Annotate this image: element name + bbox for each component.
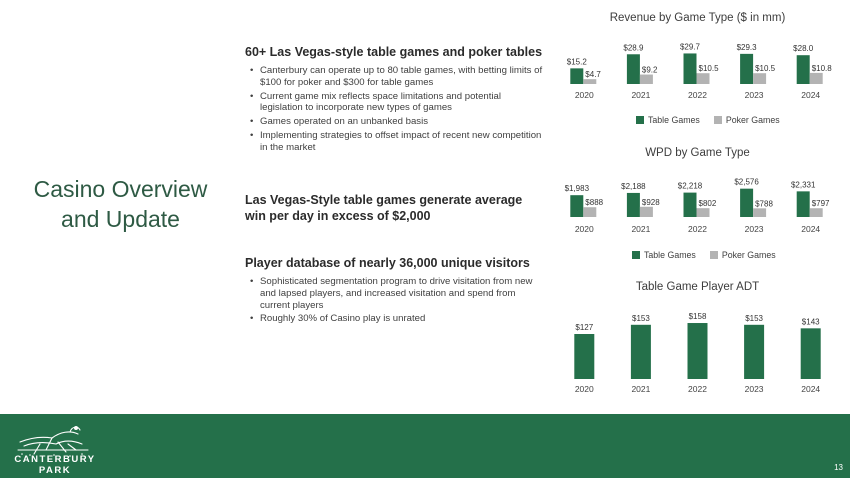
bar — [753, 73, 766, 84]
data-label: $928 — [641, 197, 660, 207]
section-player-database — [245, 255, 545, 327]
x-tick-label: 2020 — [574, 384, 594, 394]
x-tick-label: 2022 — [688, 90, 707, 100]
section-heading: Player database of nearly 36,000 unique visitors — [245, 256, 530, 270]
bar — [797, 191, 810, 217]
x-tick-label: 2020 — [574, 90, 594, 100]
data-label: $802 — [698, 199, 717, 209]
bullet-item: • Current game mix reflects space limitations and potential legislation to incorporate new types of games — [245, 91, 545, 115]
legend-label: Poker Games — [721, 250, 776, 260]
data-label: $10.5 — [698, 64, 719, 74]
legend-swatch — [714, 116, 722, 124]
bullet-item: • Roughly 30% of Casino play is unrated — [245, 313, 545, 325]
bullet-item: • Implementing strategies to offset impact of recent new competition in the market — [245, 130, 545, 154]
bar — [740, 189, 753, 217]
bar — [810, 208, 823, 217]
legend-swatch — [710, 251, 718, 259]
logo-text-line1: CANTERBURY — [14, 454, 96, 465]
data-label: $153 — [745, 313, 763, 323]
x-tick-label: 2023 — [744, 90, 764, 100]
legend-item-table-games — [636, 115, 700, 125]
bar — [684, 193, 697, 217]
bar — [583, 79, 596, 84]
bar — [797, 55, 810, 84]
data-label: $15.2 — [566, 57, 587, 67]
chart-adt — [556, 301, 839, 401]
legend-item-poker-games — [710, 250, 776, 260]
logo-text-line2: PARK — [38, 465, 72, 476]
bar — [801, 328, 821, 379]
data-label: $797 — [811, 199, 830, 209]
data-label: $2,576 — [734, 177, 759, 187]
bar — [810, 73, 823, 84]
x-tick-label: 2021 — [631, 384, 651, 394]
x-tick-label: 2024 — [801, 384, 821, 394]
slide-title — [18, 174, 223, 234]
slide-title-line2: and Update — [61, 206, 180, 232]
x-tick-label: 2021 — [631, 224, 651, 234]
data-label: $153 — [632, 313, 650, 323]
bar — [627, 54, 640, 84]
footer-band — [0, 414, 850, 478]
data-label: $127 — [575, 323, 594, 333]
bar — [640, 207, 653, 217]
legend-item-poker-games — [714, 115, 780, 125]
x-tick-label: 2023 — [744, 384, 764, 394]
bullet-item: • Games operated on an unbanked basis — [245, 116, 545, 128]
bar — [697, 208, 710, 217]
data-label: $2,331 — [790, 180, 816, 190]
legend-item-table-games — [632, 250, 696, 260]
page-number: 13 — [834, 463, 843, 472]
data-label: $29.7 — [679, 42, 701, 52]
chart-wpd-svg — [556, 172, 839, 244]
chart-wpd-legend — [632, 250, 776, 260]
data-label: $28.0 — [793, 44, 814, 54]
chart-revenue — [556, 36, 839, 108]
data-label: $10.5 — [755, 64, 776, 74]
section-heading: Las Vegas-Style table games generate average win per day in excess of $2,000 — [245, 193, 523, 223]
bullet-list — [245, 276, 545, 325]
section-table-games — [245, 44, 545, 156]
data-label: $4.7 — [585, 70, 601, 80]
x-tick-label: 2020 — [574, 224, 594, 234]
bar — [697, 73, 710, 84]
bar — [744, 325, 764, 379]
data-label: $888 — [585, 198, 604, 208]
chart-wpd — [556, 172, 839, 244]
x-tick-label: 2023 — [744, 224, 764, 234]
bar — [627, 193, 640, 217]
legend-label: Poker Games — [725, 115, 780, 125]
data-label: $28.9 — [623, 43, 644, 53]
section-heading: 60+ Las Vegas-style table games and poker tables — [245, 45, 543, 59]
chart-revenue-legend — [636, 115, 780, 125]
slide-title-line1: Casino Overview — [33, 176, 208, 202]
data-label: $9.2 — [641, 65, 658, 75]
data-label: $2,188 — [621, 181, 646, 191]
data-label: $158 — [688, 312, 707, 322]
x-tick-label: 2021 — [631, 90, 651, 100]
bar — [574, 334, 594, 379]
x-tick-label: 2022 — [688, 224, 707, 234]
bar — [684, 53, 697, 84]
legend-swatch — [632, 251, 640, 259]
bar — [640, 75, 653, 84]
bar — [753, 208, 766, 217]
data-label: $29.3 — [736, 42, 757, 52]
x-tick-label: 2024 — [801, 90, 821, 100]
data-label: $10.8 — [811, 63, 832, 73]
data-label: $143 — [801, 317, 820, 327]
bar — [631, 325, 651, 379]
data-label: $788 — [755, 199, 773, 209]
x-tick-label: 2024 — [801, 224, 821, 234]
chart-adt-svg — [556, 301, 839, 401]
x-tick-label: 2022 — [688, 384, 707, 394]
legend-label: Table Games — [648, 115, 700, 125]
bullet-item: • Sophisticated segmentation program to drive visitation from new and lapsed players, and increased visitation and spend from current players — [245, 276, 545, 311]
legend-label: Table Games — [644, 250, 696, 260]
bar — [570, 195, 583, 217]
bar — [688, 323, 708, 379]
bullet-list — [245, 65, 545, 154]
section-win-per-day — [245, 192, 545, 224]
bar — [570, 68, 583, 84]
chart-revenue-svg — [556, 36, 839, 108]
chart-title-adt: Table Game Player ADT — [635, 281, 760, 293]
data-label: $2,218 — [677, 181, 703, 191]
data-label: $1,983 — [564, 184, 590, 194]
chart-title-wpd: WPD by Game Type — [645, 147, 750, 159]
legend-swatch — [636, 116, 644, 124]
chart-title-revenue: Revenue by Game Type ($ in mm) — [609, 12, 786, 24]
bar — [583, 207, 596, 217]
bullet-item: • Canterbury can operate up to 80 table games, with betting limits of $100 for poker and $300 for table games — [245, 65, 545, 89]
bar — [740, 54, 753, 84]
